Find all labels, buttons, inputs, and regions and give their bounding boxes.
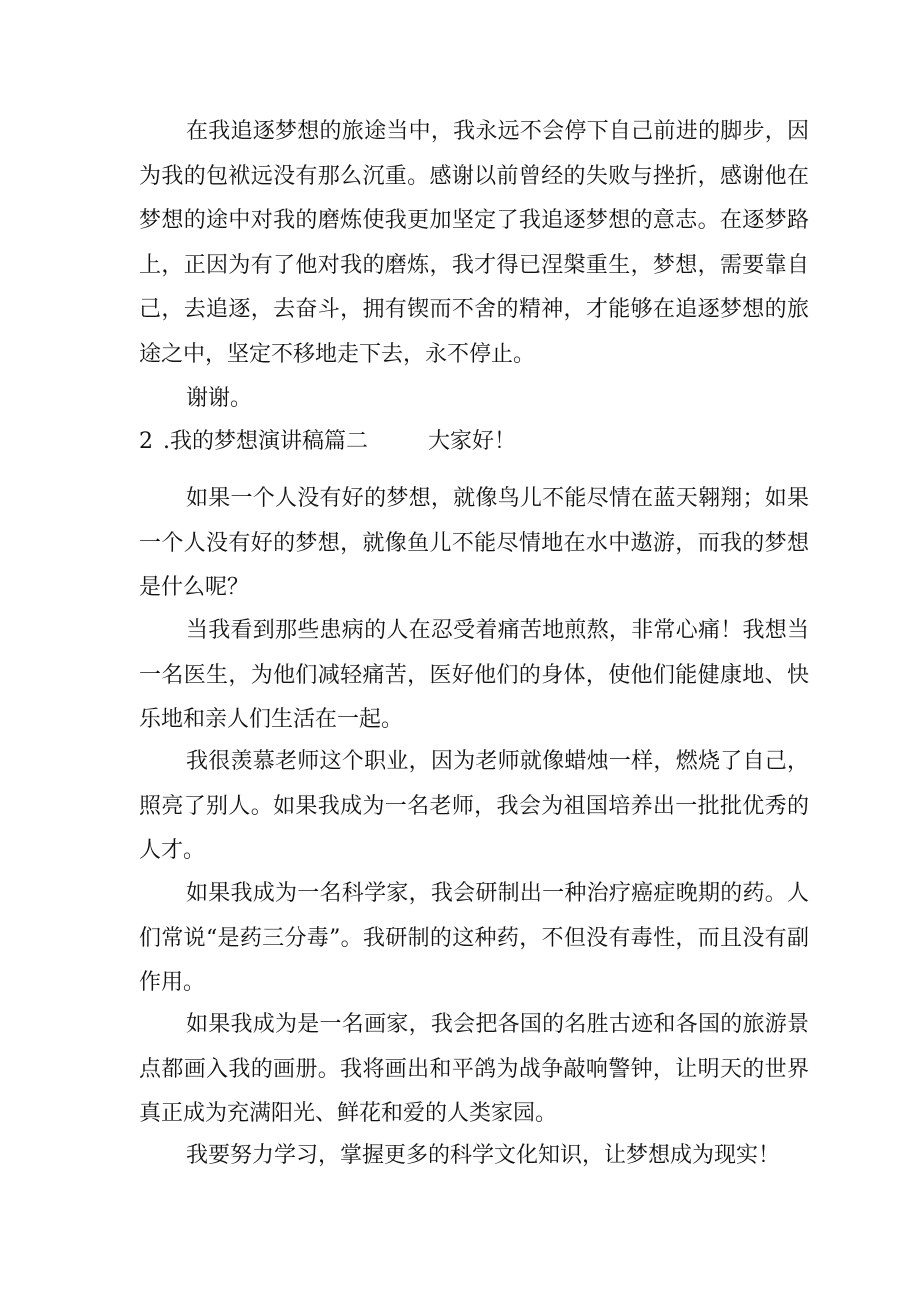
heading-title: .我的梦想演讲稿篇二 xyxy=(163,429,368,454)
paragraph-scientist: 如果我成为一名科学家，我会研制出一种治疗癌症晚期的药。人们常说“是药三分毒”。我研制的这种药，不但没有毒性，而且没有副作用。 xyxy=(139,881,809,995)
paragraph-intro: 如果一个人没有好的梦想，就像鸟儿不能尽情在蓝天翱翔；如果一个人没有好的梦想，就像鱼儿不能尽情地在水中遨游，而我的梦想是什么呢？ xyxy=(139,486,809,600)
heading-greeting: 大家好！ xyxy=(428,429,517,454)
paragraph-thanks: 谢谢。 xyxy=(186,386,253,411)
section-heading xyxy=(139,420,809,464)
paragraph-painter: 如果我成为是一名画家，我会把各国的名胜古迹和各国的旅游景点都画入我的画册。我将画出和平鸽为战争敲响警钟，让明天的世界真正成为充满阳光、鲜花和爱的人类家园。 xyxy=(139,1012,809,1126)
paragraph-dream-pursuit: 在我追逐梦想的旅途当中，我永远不会停下自己前进的脚步，因为我的包袱远没有那么沉重。感谢以前曾经的失败与挫折，感谢他在梦想的途中对我的磨炼使我更加坚定了我追逐梦想的意志。在逐梦路上，正因为有了他对我的磨炼，我才得已涅槃重生，梦想，需要靠自己，去追逐，去奋斗，拥有锲而不舍的精神，才能够在追逐梦想的旅途之中，坚定不移地走下去，永不停止。 xyxy=(139,119,809,367)
paragraph-conclusion: 我要努力学习，掌握更多的科学文化知识，让梦想成为现实！ xyxy=(186,1143,781,1168)
paragraph-teacher: 我很羡慕老师这个职业，因为老师就像蜡烛一样，燃烧了自己，照亮了别人。如果我成为一名老师，我会为祖国培养出一批批优秀的人才。 xyxy=(139,749,809,863)
paragraph-doctor: 当我看到那些患病的人在忍受着痛苦地煎熬，非常心痛！我想当一名医生，为他们减轻痛苦，医好他们的身体，使他们能健康地、快乐地和亲人们生活在一起。 xyxy=(139,618,809,732)
heading-number: 2 xyxy=(139,429,153,454)
